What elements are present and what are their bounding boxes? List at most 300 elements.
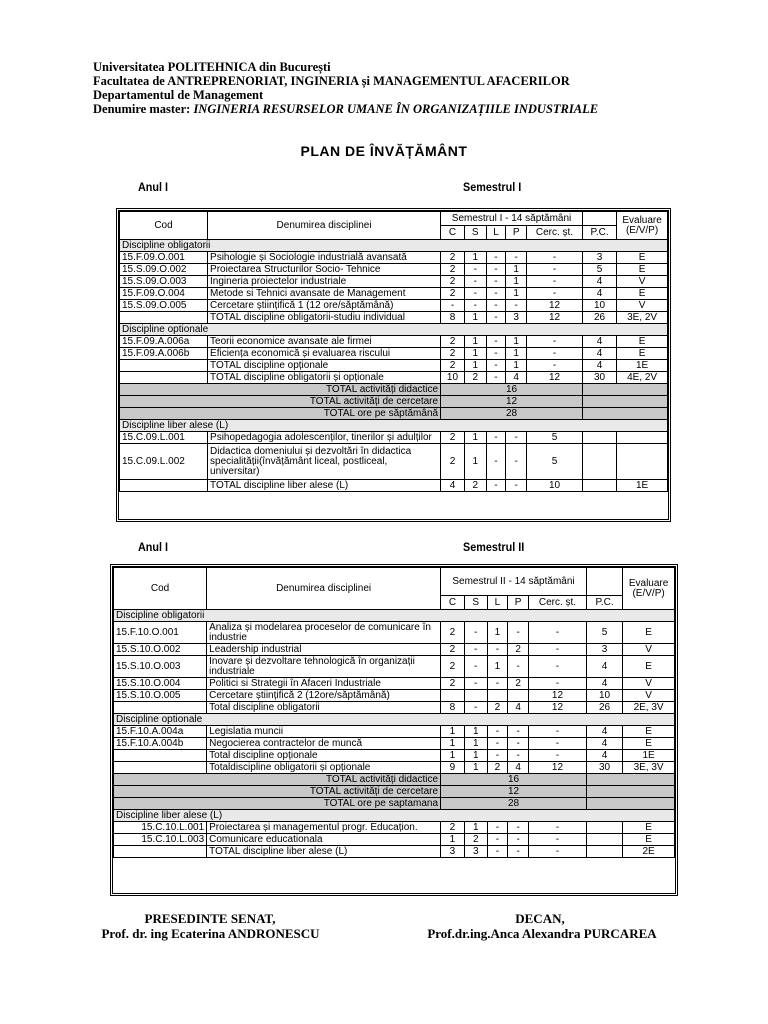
sem1-semester-label: Semestrul I bbox=[463, 180, 522, 194]
course-s: - bbox=[464, 656, 487, 678]
total-optionale-row bbox=[120, 360, 668, 372]
course-row bbox=[120, 276, 668, 288]
course-s: 1 bbox=[464, 348, 486, 360]
header-eval: Evaluare (E/V/P) bbox=[617, 212, 668, 240]
total-ev: 2E, 3V bbox=[623, 702, 675, 714]
course-ev: E bbox=[623, 656, 675, 678]
summary-label: TOTAL activități didactice bbox=[114, 774, 441, 786]
summary-value: 28 bbox=[441, 798, 587, 810]
header-pc: P.C. bbox=[582, 226, 616, 240]
course-l: 1 bbox=[487, 656, 508, 678]
course-l: - bbox=[486, 252, 506, 264]
dean-name: Prof.dr.ing.Anca Alexandra PURCAREA bbox=[427, 926, 657, 941]
course-cerc: - bbox=[527, 348, 583, 360]
course-name: Negocierea contractelor de muncă bbox=[207, 738, 441, 750]
total-obligatorii-row bbox=[114, 702, 675, 714]
course-pc: 10 bbox=[586, 690, 622, 702]
course-s: 1 bbox=[464, 432, 486, 444]
course-name: Proiectarea Structurilor Socio- Tehnice bbox=[208, 264, 441, 276]
course-ev bbox=[617, 444, 668, 480]
course-name: Didactica domeniului și dezvoltări în didactica specialității(învățământ liceal, postliceal, universitar) bbox=[208, 444, 441, 480]
empty-code-cell bbox=[114, 750, 207, 762]
total-activitati-cercetare-row bbox=[114, 786, 675, 798]
course-l bbox=[487, 690, 508, 702]
course-pc: 5 bbox=[586, 622, 622, 644]
course-c: 2 bbox=[441, 276, 465, 288]
course-row bbox=[114, 622, 675, 644]
total-ore-row bbox=[114, 798, 675, 810]
course-l: - bbox=[486, 348, 506, 360]
total-obligatorii-row bbox=[120, 312, 668, 324]
total-p: 4 bbox=[508, 762, 529, 774]
course-cerc: - bbox=[528, 834, 586, 846]
course-row bbox=[120, 432, 668, 444]
course-p: - bbox=[508, 738, 529, 750]
course-name: Inovare și dezvoltare tehnologică în organizații industriale bbox=[207, 656, 441, 678]
total-label: TOTAL discipline obligatorii-studiu individual bbox=[208, 312, 441, 324]
total-p: 4 bbox=[508, 702, 529, 714]
course-code: 15.C.10.L.001 bbox=[114, 822, 207, 834]
master-name: INGINERIA RESURSELOR UMANE ÎN ORGANIZAȚIILE INDUSTRIALE bbox=[193, 102, 599, 116]
course-code: 15.S.09.O.005 bbox=[120, 300, 208, 312]
course-cerc: - bbox=[528, 822, 586, 834]
course-c: - bbox=[441, 300, 465, 312]
header-cerc: Cerc. șt. bbox=[528, 596, 586, 610]
course-l: - bbox=[486, 288, 506, 300]
total-c: 2 bbox=[441, 360, 465, 372]
course-pc: 4 bbox=[586, 656, 622, 678]
summary-label: TOTAL activități didactice bbox=[120, 384, 441, 396]
total-cerc: 12 bbox=[528, 762, 586, 774]
course-code: 15.S.09.O.003 bbox=[120, 276, 208, 288]
header-cod: Cod bbox=[114, 568, 207, 610]
course-s: - bbox=[464, 622, 487, 644]
sem1-curriculum-table bbox=[119, 211, 668, 492]
master-label: Denumire master: bbox=[93, 102, 191, 116]
empty-code-cell bbox=[114, 846, 207, 858]
header-pc: P.C. bbox=[586, 596, 622, 610]
course-p: - bbox=[506, 300, 527, 312]
course-ev: E bbox=[617, 336, 668, 348]
total-l: - bbox=[487, 750, 508, 762]
course-pc: 4 bbox=[582, 348, 616, 360]
header-row-1 bbox=[114, 568, 675, 596]
course-code: 15.F.09.A.006a bbox=[120, 336, 208, 348]
header-l: L bbox=[486, 226, 506, 240]
course-p: - bbox=[508, 622, 529, 644]
course-name: Proiectarea și managementul progr. Educațion. bbox=[207, 822, 441, 834]
dean-title: DECAN, bbox=[515, 911, 565, 926]
course-pc: 3 bbox=[582, 252, 616, 264]
senate-name: Prof. dr. ing Ecaterina ANDRONESCU bbox=[101, 926, 320, 941]
total-optionale-row bbox=[114, 750, 675, 762]
summary-value: 16 bbox=[441, 384, 583, 396]
course-row bbox=[120, 288, 668, 300]
summary-empty bbox=[582, 384, 667, 396]
course-c: 2 bbox=[441, 656, 465, 678]
summary-value: 12 bbox=[441, 786, 587, 798]
section-title: Discipline obligatorii bbox=[120, 240, 668, 252]
course-cerc: - bbox=[527, 336, 583, 348]
course-pc: 4 bbox=[586, 726, 622, 738]
summary-empty bbox=[586, 786, 674, 798]
total-l: - bbox=[486, 372, 506, 384]
header-pc-top bbox=[586, 568, 622, 596]
course-ev: E bbox=[623, 726, 675, 738]
course-s bbox=[464, 690, 487, 702]
summary-label: TOTAL activități de cercetare bbox=[114, 786, 441, 798]
empty-code-cell bbox=[120, 372, 208, 384]
course-pc: 4 bbox=[582, 288, 616, 300]
summary-label: TOTAL activități de cercetare bbox=[120, 396, 441, 408]
course-ev: E bbox=[623, 622, 675, 644]
total-p: 1 bbox=[506, 360, 527, 372]
total-l: - bbox=[486, 480, 506, 492]
course-p: - bbox=[508, 822, 529, 834]
page-title: PLAN DE ÎNVĂȚĂMÂNT bbox=[300, 143, 468, 159]
course-name: Comunicare educationala bbox=[207, 834, 441, 846]
total-c: 3 bbox=[441, 846, 465, 858]
course-c: 2 bbox=[441, 678, 465, 690]
summary-empty bbox=[586, 798, 674, 810]
total-s: 2 bbox=[464, 480, 486, 492]
section-obligatorii bbox=[114, 610, 675, 622]
course-pc: 3 bbox=[586, 644, 622, 656]
header-l: L bbox=[487, 596, 508, 610]
section-obligatorii bbox=[120, 240, 668, 252]
course-p: 1 bbox=[506, 288, 527, 300]
course-s: - bbox=[464, 644, 487, 656]
course-l: - bbox=[486, 300, 506, 312]
course-p: - bbox=[508, 656, 529, 678]
total-pc bbox=[586, 846, 622, 858]
total-label: TOTAL discipline liber alese (L) bbox=[208, 480, 441, 492]
course-s: - bbox=[464, 264, 486, 276]
course-l: - bbox=[486, 264, 506, 276]
total-activitati-didactice-row bbox=[114, 774, 675, 786]
course-c: 2 bbox=[441, 348, 465, 360]
course-p: - bbox=[506, 252, 527, 264]
course-s: 1 bbox=[464, 726, 487, 738]
course-l: - bbox=[487, 644, 508, 656]
course-cerc: - bbox=[528, 738, 586, 750]
course-row bbox=[114, 656, 675, 678]
course-row bbox=[114, 822, 675, 834]
total-pc bbox=[582, 480, 616, 492]
total-cerc: - bbox=[527, 360, 583, 372]
course-l: - bbox=[486, 444, 506, 480]
total-c: 8 bbox=[441, 702, 465, 714]
course-pc bbox=[586, 834, 622, 846]
total-label: Totaldiscipline obligatorii și opționale bbox=[207, 762, 441, 774]
total-s: - bbox=[464, 702, 487, 714]
total-s: 1 bbox=[464, 762, 487, 774]
course-c: 2 bbox=[441, 288, 465, 300]
total-ev: 1E bbox=[623, 750, 675, 762]
total-label: Total discipline obligatorii bbox=[207, 702, 441, 714]
course-c: 2 bbox=[441, 336, 465, 348]
course-row bbox=[114, 726, 675, 738]
summary-empty bbox=[582, 396, 667, 408]
total-obligatorii-optionale-row bbox=[120, 372, 668, 384]
total-pc: 26 bbox=[582, 312, 616, 324]
total-p: - bbox=[508, 750, 529, 762]
course-p: - bbox=[506, 444, 527, 480]
course-code: 15.S.10.O.003 bbox=[114, 656, 207, 678]
total-cerc: 12 bbox=[527, 372, 583, 384]
course-c: 2 bbox=[441, 264, 465, 276]
header-cod: Cod bbox=[120, 212, 208, 240]
total-pc: 4 bbox=[582, 360, 616, 372]
course-name: Leadership industrial bbox=[207, 644, 441, 656]
course-cerc: - bbox=[528, 656, 586, 678]
course-row bbox=[120, 348, 668, 360]
course-pc: 10 bbox=[582, 300, 616, 312]
total-ev: 3E, 3V bbox=[623, 762, 675, 774]
course-pc bbox=[586, 822, 622, 834]
course-p: 1 bbox=[506, 336, 527, 348]
section-title: Discipline liber alese (L) bbox=[120, 420, 668, 432]
total-c: 9 bbox=[441, 762, 465, 774]
section-title: Discipline obligatorii bbox=[114, 610, 675, 622]
department-name: Departamentul de Management bbox=[93, 88, 264, 102]
total-l: - bbox=[486, 360, 506, 372]
course-code: 15.F.09.A.006b bbox=[120, 348, 208, 360]
course-row bbox=[114, 738, 675, 750]
total-cerc: - bbox=[528, 750, 586, 762]
course-s: 1 bbox=[464, 336, 486, 348]
course-l: - bbox=[486, 432, 506, 444]
course-code: 15.S.10.O.004 bbox=[114, 678, 207, 690]
course-cerc: - bbox=[528, 726, 586, 738]
section-optionale bbox=[114, 714, 675, 726]
course-row bbox=[120, 264, 668, 276]
course-pc: 5 bbox=[582, 264, 616, 276]
total-obligatorii-optionale-row bbox=[114, 762, 675, 774]
total-s: 2 bbox=[464, 372, 486, 384]
header-c: C bbox=[441, 596, 465, 610]
total-label: TOTAL discipline opționale bbox=[208, 360, 441, 372]
course-cerc: - bbox=[527, 288, 583, 300]
course-cerc: - bbox=[528, 622, 586, 644]
header-pc-top bbox=[582, 212, 616, 226]
course-code: 15.C.10.L.003 bbox=[114, 834, 207, 846]
section-title: Discipline optionale bbox=[114, 714, 675, 726]
course-l: - bbox=[487, 822, 508, 834]
header-row-1 bbox=[120, 212, 668, 226]
course-code: 15.C.09.L.002 bbox=[120, 444, 208, 480]
course-pc bbox=[582, 444, 616, 480]
total-liber-alese-row bbox=[120, 480, 668, 492]
total-ev: 2E bbox=[623, 846, 675, 858]
total-c: 10 bbox=[441, 372, 465, 384]
course-pc: 4 bbox=[586, 738, 622, 750]
total-cerc: 10 bbox=[527, 480, 583, 492]
course-c: 2 bbox=[441, 622, 465, 644]
course-name: Psihopedagogia adolescenților, tinerilor și adulților bbox=[208, 432, 441, 444]
total-activitati-didactice-row bbox=[120, 384, 668, 396]
course-s: - bbox=[464, 276, 486, 288]
course-l: - bbox=[487, 834, 508, 846]
header-s: S bbox=[464, 226, 486, 240]
course-c bbox=[441, 690, 465, 702]
header-c: C bbox=[441, 226, 465, 240]
course-code: 15.F.10.A.004b bbox=[114, 738, 207, 750]
course-ev: E bbox=[617, 348, 668, 360]
course-row bbox=[120, 300, 668, 312]
header-weeks: Semestrul I - 14 săptămâni bbox=[441, 212, 583, 226]
total-ore-row bbox=[120, 408, 668, 420]
total-ev: 3E, 2V bbox=[617, 312, 668, 324]
sem1-year-label: Anul I bbox=[138, 180, 168, 194]
course-row bbox=[114, 644, 675, 656]
course-code: 15.S.10.O.005 bbox=[114, 690, 207, 702]
course-ev: V bbox=[623, 690, 675, 702]
header-p: P bbox=[506, 226, 527, 240]
course-p: 1 bbox=[506, 276, 527, 288]
course-p bbox=[508, 690, 529, 702]
header-eval: Evaluare (E/V/P) bbox=[623, 568, 675, 610]
course-c: 2 bbox=[441, 644, 465, 656]
total-s: 3 bbox=[464, 846, 487, 858]
faculty-name: Facultatea de ANTREPRENORIAT, INGINERIA și MANAGEMENTUL AFACERILOR bbox=[93, 74, 570, 88]
total-c: 8 bbox=[441, 312, 465, 324]
total-p: 4 bbox=[506, 372, 527, 384]
course-p: - bbox=[508, 834, 529, 846]
document-header bbox=[93, 60, 598, 116]
section-optionale bbox=[120, 324, 668, 336]
course-s: 2 bbox=[464, 834, 487, 846]
course-name: Eficiența economică și evaluarea riscului bbox=[208, 348, 441, 360]
summary-label: TOTAL ore pe săptămână bbox=[120, 408, 441, 420]
course-row bbox=[114, 834, 675, 846]
course-ev bbox=[617, 432, 668, 444]
course-row bbox=[114, 678, 675, 690]
course-cerc: 5 bbox=[527, 444, 583, 480]
course-ev: V bbox=[617, 300, 668, 312]
senate-title: PRESEDINTE SENAT, bbox=[144, 911, 276, 926]
course-cerc: - bbox=[528, 678, 586, 690]
sem1-table-body bbox=[120, 212, 668, 492]
total-l: - bbox=[486, 312, 506, 324]
total-s: 1 bbox=[464, 360, 486, 372]
course-name: Analiza și modelarea proceselor de comunicare în industrie bbox=[207, 622, 441, 644]
course-s: - bbox=[464, 678, 487, 690]
course-s: - bbox=[464, 288, 486, 300]
course-row bbox=[120, 444, 668, 480]
course-ev: E bbox=[617, 288, 668, 300]
course-name: Cercetare științifică 1 (12 ore/săptămână) bbox=[208, 300, 441, 312]
total-p: - bbox=[508, 846, 529, 858]
total-l: 2 bbox=[487, 702, 508, 714]
course-name: Metode si Tehnici avansate de Management bbox=[208, 288, 441, 300]
total-pc: 4 bbox=[586, 750, 622, 762]
course-name: Teorii economice avansate ale firmei bbox=[208, 336, 441, 348]
sem2-table-body bbox=[114, 568, 675, 858]
course-p: 1 bbox=[506, 264, 527, 276]
total-ev: 4E, 2V bbox=[617, 372, 668, 384]
course-pc: 4 bbox=[582, 336, 616, 348]
course-l: - bbox=[487, 738, 508, 750]
course-l: - bbox=[487, 678, 508, 690]
course-c: 1 bbox=[441, 726, 465, 738]
course-code: 15.C.09.L.001 bbox=[120, 432, 208, 444]
course-row bbox=[120, 252, 668, 264]
total-pc: 30 bbox=[582, 372, 616, 384]
course-p: 1 bbox=[506, 348, 527, 360]
total-l: - bbox=[487, 846, 508, 858]
summary-label: TOTAL ore pe saptamana bbox=[114, 798, 441, 810]
course-p: - bbox=[506, 432, 527, 444]
header-s: S bbox=[464, 596, 487, 610]
course-ev: V bbox=[623, 644, 675, 656]
course-code: 15.F.09.O.001 bbox=[120, 252, 208, 264]
course-c: 2 bbox=[441, 444, 465, 480]
course-pc bbox=[582, 432, 616, 444]
empty-code-cell bbox=[114, 702, 207, 714]
course-pc: 4 bbox=[582, 276, 616, 288]
course-ev: E bbox=[623, 822, 675, 834]
total-label: Total discipline opționale bbox=[207, 750, 441, 762]
course-name: Ingineria proiectelor industriale bbox=[208, 276, 441, 288]
header-weeks: Semestrul II - 14 săptămâni bbox=[441, 568, 587, 596]
course-p: 2 bbox=[508, 644, 529, 656]
total-ev: 1E bbox=[617, 360, 668, 372]
total-cerc: 12 bbox=[527, 312, 583, 324]
master-line bbox=[93, 102, 598, 116]
total-s: 1 bbox=[464, 750, 487, 762]
course-ev: E bbox=[623, 738, 675, 750]
course-cerc: - bbox=[527, 276, 583, 288]
course-s: 1 bbox=[464, 444, 486, 480]
empty-code-cell bbox=[120, 360, 208, 372]
course-code: 15.F.10.A.004a bbox=[114, 726, 207, 738]
course-s: 1 bbox=[464, 822, 487, 834]
course-code: 15.S.09.O.002 bbox=[120, 264, 208, 276]
course-name: Legislatia muncii bbox=[207, 726, 441, 738]
summary-value: 16 bbox=[441, 774, 587, 786]
total-liber-alese-row bbox=[114, 846, 675, 858]
summary-value: 12 bbox=[441, 396, 583, 408]
course-c: 2 bbox=[441, 822, 465, 834]
course-ev: E bbox=[623, 834, 675, 846]
sem2-curriculum-table bbox=[113, 567, 675, 858]
total-label: TOTAL discipline liber alese (L) bbox=[207, 846, 441, 858]
sem2-semester-label: Semestrul II bbox=[463, 540, 525, 554]
course-ev: V bbox=[617, 276, 668, 288]
total-s: 1 bbox=[464, 312, 486, 324]
course-cerc: - bbox=[527, 264, 583, 276]
course-ev: E bbox=[617, 252, 668, 264]
course-s: 1 bbox=[464, 252, 486, 264]
course-name: Cercetare științifică 2 (12ore/săptămână) bbox=[207, 690, 441, 702]
course-p: - bbox=[508, 726, 529, 738]
course-row bbox=[114, 690, 675, 702]
section-title: Discipline liber alese (L) bbox=[114, 810, 675, 822]
course-l: - bbox=[486, 276, 506, 288]
total-cerc: 12 bbox=[528, 702, 586, 714]
course-l: - bbox=[487, 726, 508, 738]
course-code: 15.S.10.O.002 bbox=[114, 644, 207, 656]
course-code: 15.F.09.O.004 bbox=[120, 288, 208, 300]
course-pc: 4 bbox=[586, 678, 622, 690]
university-name: Universitatea POLITEHNICA din București bbox=[93, 60, 331, 74]
header-name: Denumirea disciplinei bbox=[208, 212, 441, 240]
course-name: Psihologie și Sociologie industrială avansată bbox=[208, 252, 441, 264]
empty-code-cell bbox=[114, 762, 207, 774]
section-title: Discipline optionale bbox=[120, 324, 668, 336]
header-p: P bbox=[508, 596, 529, 610]
